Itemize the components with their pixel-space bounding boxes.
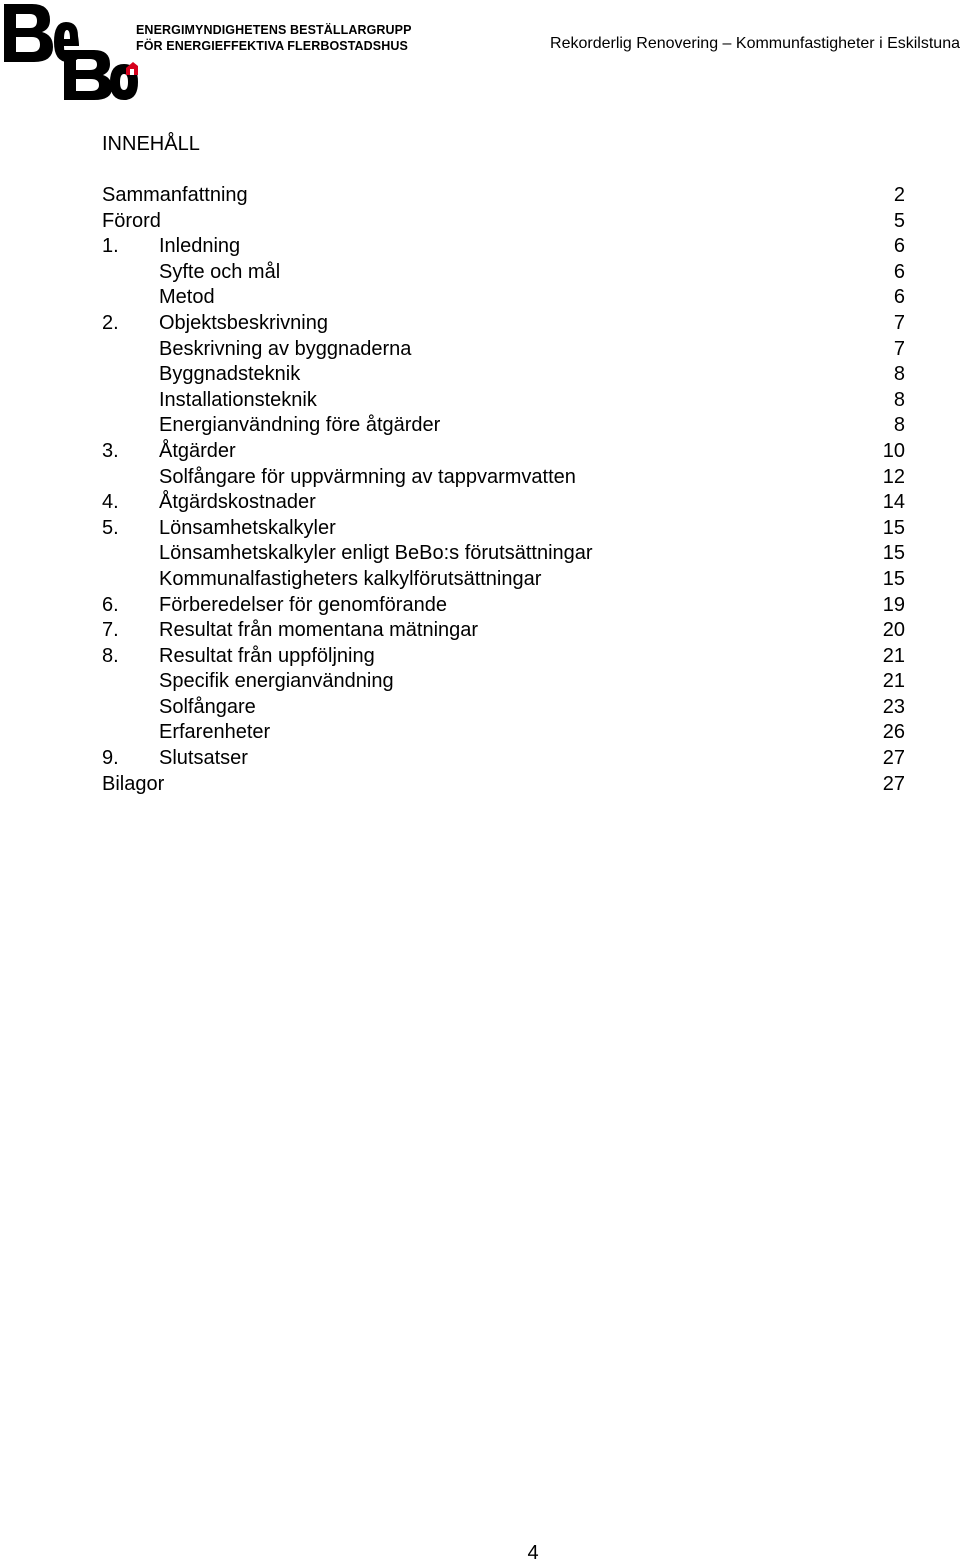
organization-name-line2: FÖR ENERGIEFFEKTIVA FLERBOSTADSHUS (136, 39, 408, 53)
toc-entry-page: 6 (893, 260, 905, 283)
toc-entry-title: Förberedelser för genomförande (159, 593, 447, 616)
toc-entry (102, 567, 905, 593)
toc-entry-title: Beskrivning av byggnaderna (159, 337, 412, 360)
toc-entry-page: 5 (893, 209, 905, 232)
toc-entry (102, 772, 905, 798)
toc-entry (102, 644, 905, 670)
toc-entry (102, 337, 905, 363)
table-of-contents (102, 183, 905, 797)
toc-entry-page: 8 (893, 388, 905, 411)
toc-entry (102, 720, 905, 746)
toc-entry (102, 260, 905, 286)
toc-entry-title: Kommunalfastigheters kalkylförutsättningar (159, 567, 542, 590)
toc-entry-page: 26 (882, 721, 905, 744)
toc-entry (102, 439, 905, 465)
toc-entry (102, 593, 905, 619)
toc-entry-page: 21 (882, 644, 905, 667)
toc-entry-number: 2. (102, 311, 119, 334)
bebo-logo-icon (2, 2, 138, 100)
toc-entry (102, 183, 905, 209)
toc-entry-page: 27 (882, 772, 905, 795)
toc-entry-number: 7. (102, 619, 119, 642)
toc-entry-page: 8 (893, 414, 905, 437)
toc-entry-page: 21 (882, 670, 905, 693)
toc-entry-number: 3. (102, 439, 119, 462)
page-number: 4 (527, 1542, 539, 1562)
toc-entry-page: 2 (893, 184, 905, 206)
toc-entry-page: 6 (893, 235, 905, 258)
toc-entry-title: Lönsamhetskalkyler (159, 516, 336, 539)
toc-entry-page: 14 (882, 491, 905, 514)
toc-entry-page: 19 (882, 593, 905, 616)
document-title: Rekorderlig Renovering – Kommunfastigheter i Eskilstuna (550, 35, 960, 52)
toc-entry-title: Lönsamhetskalkyler enligt BeBo:s förutsättningar (159, 542, 593, 565)
toc-entry (102, 695, 905, 721)
toc-entry-page: 7 (893, 311, 905, 334)
toc-entry (102, 465, 905, 491)
toc-entry-title: Åtgärdskostnader (159, 491, 316, 514)
toc-entry-page: 15 (882, 542, 905, 565)
toc-entry-number: 6. (102, 593, 119, 616)
toc-entry (102, 746, 905, 772)
toc-entry-title: Objektsbeskrivning (159, 311, 328, 334)
toc-entry-page: 27 (882, 747, 905, 770)
toc-entry-title: Sammanfattning (102, 184, 248, 206)
toc-entry-number: 4. (102, 491, 119, 514)
toc-entry-page: 15 (882, 516, 905, 539)
toc-entry (102, 413, 905, 439)
toc-entry-page: 6 (893, 286, 905, 309)
toc-entry (102, 388, 905, 414)
toc-entry-page: 23 (882, 695, 905, 718)
toc-entry-page: 15 (882, 567, 905, 590)
toc-entry-title: Byggnadsteknik (159, 363, 301, 386)
toc-entry-title: Solfångare (159, 695, 256, 718)
toc-entry-title: Installationsteknik (159, 388, 317, 411)
toc-entry-title: Solfångare för uppvärmning av tappvarmvatten (159, 465, 576, 488)
toc-entry (102, 490, 905, 516)
toc-entry-page: 20 (882, 619, 905, 642)
toc-entry-title: Inledning (159, 235, 241, 258)
toc-entry-title: Förord (102, 209, 161, 232)
toc-entry (102, 285, 905, 311)
toc-entry-page: 10 (882, 439, 905, 462)
toc-entry-title: Åtgärder (159, 439, 236, 462)
toc-entry-title: Specifik energianvändning (159, 670, 394, 693)
toc-entry (102, 541, 905, 567)
toc-entry (102, 362, 905, 388)
toc-entry-number: 1. (102, 235, 119, 258)
toc-entry-number: 8. (102, 644, 119, 667)
toc-entry-title: Resultat från momentana mätningar (159, 619, 479, 642)
toc-entry (102, 618, 905, 644)
toc-entry-page: 8 (893, 363, 905, 386)
toc-entry-title: Slutsatser (159, 747, 248, 770)
toc-entry-number: 5. (102, 516, 119, 539)
toc-entry-title: Resultat från uppföljning (159, 644, 375, 667)
organization-name-line1: ENERGIMYNDIGHETENS BESTÄLLARGRUPP (136, 23, 412, 37)
organization-name (136, 22, 412, 54)
toc-entry-title: Erfarenheter (159, 721, 271, 744)
toc-entry (102, 234, 905, 260)
toc-entry-page: 12 (882, 465, 905, 488)
toc-heading: INNEHÅLL (102, 133, 200, 155)
toc-entry-number: 9. (102, 747, 119, 770)
toc-entry-title: Energianvändning före åtgärder (159, 414, 441, 437)
toc-entry-page: 7 (893, 337, 905, 360)
toc-entry (102, 311, 905, 337)
toc-entry (102, 669, 905, 695)
toc-entry (102, 516, 905, 542)
toc-entry-title: Syfte och mål (159, 260, 281, 283)
toc-entry-title: Bilagor (102, 772, 165, 795)
toc-entry-title: Metod (159, 286, 215, 309)
toc-entry (102, 209, 905, 235)
